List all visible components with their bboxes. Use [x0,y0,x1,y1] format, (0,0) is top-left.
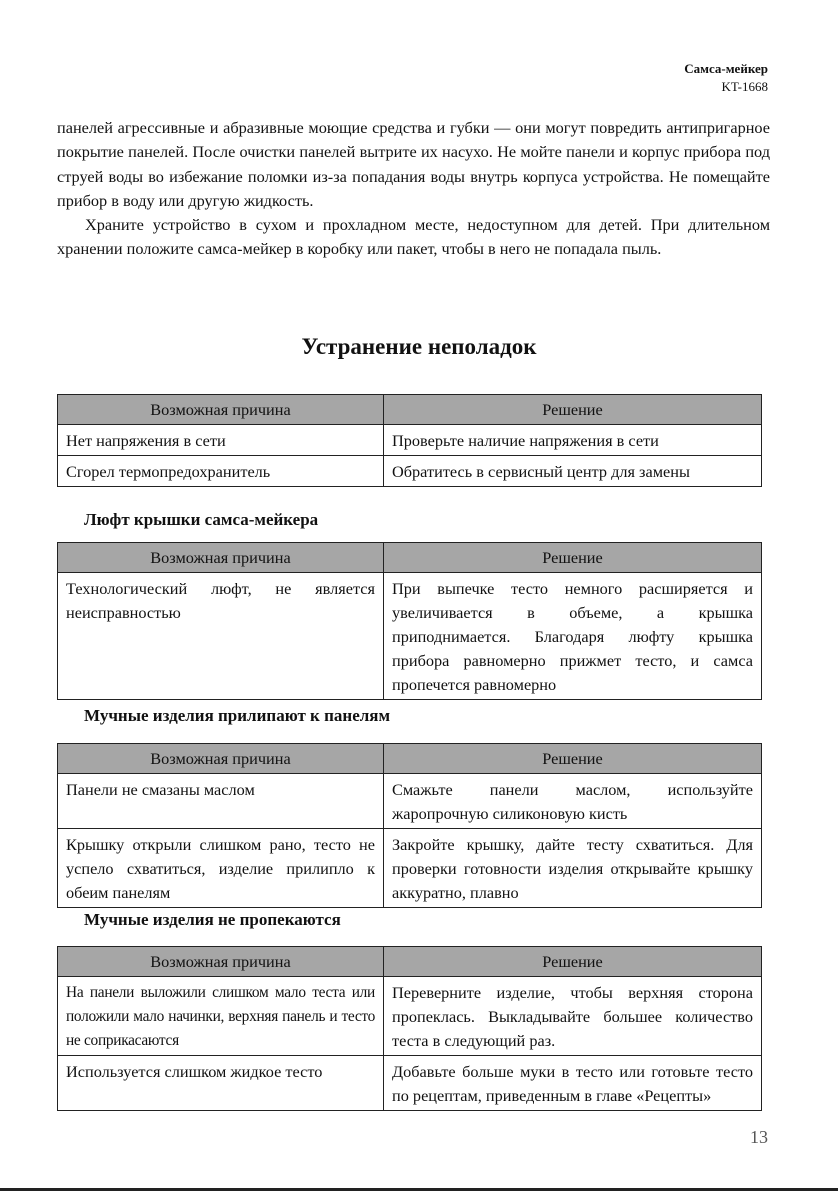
cause-cell: Крышку открыли слишком рано, тесто не успело схватиться, изделие прилипло к обеим панелям [58,829,384,908]
solution-cell: Проверьте наличие напряжения в сети [384,425,762,456]
solution-column-header: Решение [384,395,762,425]
troubleshooting-table-lid-play [57,542,762,700]
solution-column-header: Решение [384,744,762,774]
table-row [58,425,762,456]
subtitle-sticking: Мучные изделия прилипают к панелям [84,706,391,725]
solution-cell: Переверните изделие, чтобы верхняя сторона пропеклась. Выкладывайте большее количество теста в следующий раз. [384,977,762,1056]
table-header-row [58,744,762,774]
section-title: Устранение неполадок [301,334,537,359]
table-header-row [58,543,762,573]
table-header-row [58,947,762,977]
subtitle-not-baking: Мучные изделия не пропекаются [84,910,341,929]
table-row [58,774,762,829]
solution-cell: При выпечке тесто немного расширяется и увеличивается в объеме, а крышка приподнимается. Благодаря люфту крышка прибора равномерно прижмет тесто, и самса пропечется равномерно [384,573,762,700]
cause-cell: Панели не смазаны маслом [58,774,384,829]
solution-column-header: Решение [384,543,762,573]
page-number: 13 [750,1127,768,1147]
troubleshooting-table-not-baking [57,946,762,1111]
troubleshooting-table-power [57,394,762,487]
header-model-number: KT-1668 [721,79,768,94]
cause-column-header: Возможная причина [58,947,384,977]
table-row [58,977,762,1056]
running-header [684,60,768,96]
cause-cell: Нет напряжения в сети [58,425,384,456]
table-header-row [58,395,762,425]
table-row [58,1056,762,1111]
solution-cell: Закройте крышку, дайте тесту схватиться. Для проверки готовности изделия открывайте крышку аккуратно, плавно [384,829,762,908]
troubleshooting-table-sticking [57,743,762,908]
subtitle-lid-play: Люфт крышки самса-мейкера [84,510,319,529]
care-instructions-text [57,116,770,262]
solution-cell: Обратитесь в сервисный центр для замены [384,456,762,487]
solution-cell: Смажьте панели маслом, используйте жаропрочную силиконовую кисть [384,774,762,829]
cause-column-header: Возможная причина [58,744,384,774]
cause-cell: Используется слишком жидкое тесто [58,1056,384,1111]
header-product-name: Самса-мейкер [684,61,768,76]
cause-cell: На панели выложили слишком мало теста или положили мало начинки, верхняя панель и тесто не соприкасаются [58,977,384,1056]
bottom-edge-rule [0,1188,838,1191]
care-paragraph-1: панелей агрессивные и абразивные моющие средства и губки — они могут повредить антипригарное покрытие панелей. После очистки панелей вытрите их насухо. Не мойте панели и корпус прибора под струей воды во избежание поломки из-за попадания воды внутрь корпуса устройства. Не помещайте прибор в воду или другую жидкость. [57,118,770,210]
cause-column-header: Возможная причина [58,543,384,573]
solution-column-header: Решение [384,947,762,977]
cause-cell: Сгорел термопредохранитель [58,456,384,487]
cause-cell: Технологический люфт, не является неисправностью [58,573,384,700]
solution-cell: Добавьте больше муки в тесто или готовьте тесто по рецептам, приведенным в главе «Рецепты» [384,1056,762,1111]
table-row [58,456,762,487]
table-row [58,573,762,700]
storage-paragraph: Храните устройство в сухом и прохладном месте, недоступном для детей. При длительном хранении положите самса-мейкер в коробку или пакет, чтобы в него не попадала пыль. [57,215,770,259]
table-row [58,829,762,908]
cause-column-header: Возможная причина [58,395,384,425]
